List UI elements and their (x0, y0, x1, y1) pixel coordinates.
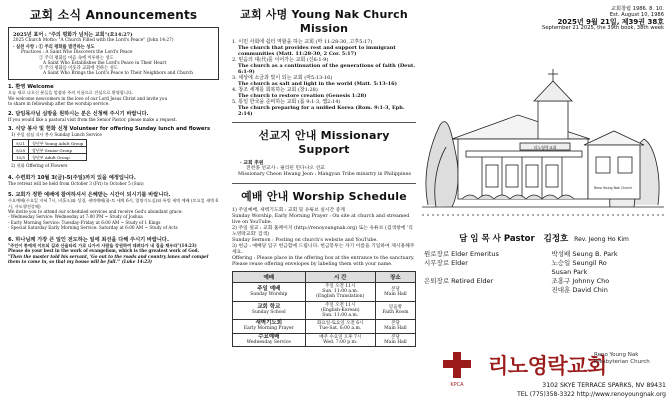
lunch-group: 청년부 Adult Group (28, 154, 86, 161)
item3-heading: 3. 식당 봉사 및 헌화 신청 Volunteer for offering Sunday lunch and flowers (8, 126, 211, 133)
church-name-en (594, 352, 650, 365)
church-logo-block (426, 348, 666, 404)
lunch-table (12, 139, 87, 161)
item1-heading: 1. 환영 Welcome (8, 84, 54, 91)
item4-heading: 4. 수련회가 10월 3(금)-5(주일)까지 있을 예정입니다. (8, 174, 136, 181)
cover-column (422, 0, 670, 407)
practices-kr2: ② 주의 평화를 마음 속에 이루하는 성도 (39, 55, 114, 61)
worship-note2-en: Sunday Sermon : Posting on church's website and YouTube. (232, 238, 378, 243)
pastor-name: 김정호 (543, 234, 569, 244)
mission-item-kr: 4. 창조 세계를 회복하는 교회 (창1:28) (232, 87, 318, 93)
church-name-kr: 리노영락교회 (488, 354, 607, 378)
service-place: 본당 (391, 334, 400, 340)
elder-role: 시무장로 Elder (424, 259, 468, 267)
service-time: (English Translation) (316, 294, 365, 300)
elder-role (424, 286, 552, 295)
table-row (13, 154, 87, 161)
service-en: Sunday Worship (250, 291, 288, 297)
item5-en3: - Early Morning Service: Tuesday-Friday at 6:00 AM ~ Study of 1 Kings (8, 219, 161, 225)
founded-date: 교회창립 1986. 8. 10. (610, 6, 664, 12)
church-building-illustration (422, 65, 664, 223)
lunch-date: 9/21 (13, 140, 29, 147)
item1-en2: to share in fellowship after the worship service. (8, 101, 110, 107)
table-row (424, 250, 664, 259)
elders-table (424, 250, 664, 295)
mission-item-en: The church as a continuation of the generations of faith (Deut. 6:1-9) (238, 63, 416, 75)
service-time: Sun. 11:00 a.m. (322, 289, 359, 295)
service-time: 화요일-토요일 오전 6시 (317, 321, 364, 327)
est-date: Est. August 10, 1986 (609, 12, 664, 19)
service-time: Wed. 7:00 p.m. (323, 339, 358, 345)
item6-kr: "주인이 종에게 이르되 길과 산울타리 가로 나가서 사람을 강권하여 데려다가 내 집을 채우라"(14:23) (8, 242, 197, 248)
service-en: Sunday School (251, 310, 286, 316)
worship-note1-en: Sunday Worship, Early Morning Prayer : On site at church and streamed live on YouTube. (232, 214, 410, 225)
mission-item-en: The church as salt and light in the world (Matt. 5:13-16) (238, 81, 398, 87)
service-place-en: Main Hall (384, 326, 407, 332)
service-en: Early Morning Prayer (243, 326, 294, 332)
elder-name: 노승일 Seungil Ro (551, 259, 607, 267)
item2-heading: 2. 담임목사님 심방을 원하시는 분은 신청해 주시기 바랍니다. (8, 110, 149, 117)
mission-item-kr: 2. 믿음의 대(代)를 이어가는 교회 (신6:1-9) (232, 57, 329, 63)
table-row (13, 140, 87, 147)
elder-name: 박성배 Seung B. Park (551, 250, 618, 258)
mission-title: 교회 사명 Young Nak Church Mission (240, 8, 408, 35)
motto-heading: 2025년 표어 : "주의 평화가 넘치는 교회"(요14:27) (13, 32, 133, 38)
col-header: 예배 (233, 272, 306, 283)
mission-item-kr: 1. 이민 사회에 쉼터 역할을 하는 교회 (마 11:28-30, 고후5:17) (232, 39, 373, 45)
service-time: 매주 수요일 오후 7시 (319, 334, 362, 340)
item4-en: The retreat will be held from October 3 (Fri) to October 5 (Sun) (8, 180, 144, 186)
service-kr: 주일 예배 (257, 285, 281, 292)
service-place: 믿음방 (388, 305, 402, 311)
item1-kr: 오늘 새로 나오신 분들을 말씀과 주의 이름으로 진심으로 환영합니다. (8, 90, 134, 96)
elder-name: 진대훈 David Chin (551, 286, 608, 294)
service-place-en: Faith Room (382, 310, 409, 316)
item5-en4: - Special Saturday Early Morning Service: Saturday at 6:00 AM ~ Study of Acts (8, 225, 178, 231)
practices-en1: Practices : A Saint Who Discovers the Lord's Peace (21, 50, 133, 56)
mission-item-en: The church preparing for a unified Korea (Rom. 9:1-3, Eph. 2:14) (238, 105, 405, 117)
service-place-en: Main Hall (384, 339, 407, 345)
item2-en: If you would like a pastoral visit from the Senior Pastor, please make a request. (8, 116, 177, 122)
service-place-en: Main Hall (384, 291, 407, 297)
item5-heading: 5. 교회가 정한 예배에 참여하셔서 은혜받는 시간이 되시기를 바랍니다. (8, 192, 171, 199)
table-row (233, 333, 416, 346)
service-time: 주일 오전 11시 (325, 302, 356, 308)
lunch-group: 청년부 Young Adult Group (28, 140, 86, 147)
service-time: Tue-Sat. 6:00 a.m. (319, 326, 362, 332)
mission-list (232, 39, 416, 117)
item6-en1: Please do your best in the work of evangelism, which is the greatest work of God. (8, 248, 200, 254)
table-row (233, 283, 416, 302)
table-row (424, 268, 664, 277)
church-sign-en: Reno Young Nak Church (594, 186, 633, 190)
item6-heading: 6. 하나님께 가장 큰 일인 전도하는 일에 최선을 다해 주시기 바랍니다. (8, 236, 169, 243)
elder-name: 조홍구 Johnny Cho (551, 277, 610, 285)
worship-note3-en: Offering : Please place in the offering box at the entrance to the sanctuary. Please reuse offering envelopes by labeling them with your name. (232, 256, 415, 267)
lunch-date: 9/28 (13, 147, 29, 154)
pastor-line (424, 232, 664, 244)
missionary-line2: 전천종 선교사 : 필리핀 민다나오 선교 (246, 166, 325, 171)
worship-note1: 1) 주일예배, 새벽기도회 : 교회 및 유튜브 실시간 중계 (232, 208, 345, 213)
table-row (424, 259, 664, 268)
service-time: Sun. 11:00 a.m. (322, 313, 359, 319)
staff-section (424, 232, 664, 295)
table-row (13, 147, 87, 154)
mission-column (229, 0, 419, 407)
service-en: Wednesday Service (246, 339, 291, 345)
worship-title: 예배 안내 Worship Schedule (241, 190, 407, 203)
church-address: 3102 SKYE TERRACE SPARKS, NV 89431 (542, 382, 666, 389)
elder-role (424, 268, 552, 277)
announcements-column (0, 0, 225, 407)
table-header-row (233, 272, 416, 283)
worship-note2: 2) 주일 설교 : 교회 홈페이지 (http://renoyoungnak.org) 또는 유튜브 (검색창에 '리노영락교회' 검색) (232, 226, 413, 237)
mission-item-kr: 3. 세상에 소금과 빛이 되는 교회 (마5:13-16) (232, 75, 333, 81)
item5-kr: 수요예배(수요일 저녁 7시, 비홀소)와 성경, 새벽예배(화-토 새벽 6시, 열방기도실)와 특별 새벽 예배 (토요일 새벽 6시, 사도행전강해) (8, 198, 219, 209)
kpca-label: KPCA (450, 382, 464, 388)
church-sign-text: 리노영락교회 (533, 145, 557, 150)
church-name-en2: Presbyterian Church (594, 358, 650, 365)
practices-en2: A Saint Who Establishes the Lord's Peace in Their Heart (43, 60, 167, 66)
worship-table (232, 271, 416, 347)
missionary-line1: · 교회 후원 (240, 160, 264, 166)
practices-en3: A Saint Who Brings the Lord's Peace to Their Neighbors and Church (43, 71, 193, 77)
motto-box (8, 27, 219, 80)
table-row (233, 320, 416, 333)
motto-sub: 2025 Church Motto: "A Church Filled with the Lord's Peace" (John 14:27) (13, 38, 174, 43)
mission-item-en: The church that provides rest and support to immigrant communities (Matt. 11:28-30, 2 Cor. 5:17) (238, 45, 396, 57)
col-header: 시 간 (305, 272, 375, 283)
elder-name: Susan Park (551, 268, 588, 276)
missionary-line3: Missionary Cheon Hwang Jeon : Mangyan Tribe ministry in Philippines (238, 172, 411, 177)
practices-kr3: ③ 주의 평화를 이웃과 교회에 전하는 성도 (39, 66, 118, 72)
pastor-name-en: Rev. Jeong Ho Kim (574, 236, 629, 243)
bulletin-header (426, 6, 664, 32)
issue-en: September 21 2025, the 39th book, 38th week (542, 25, 664, 32)
worship-note3: 3) 헌금 : 예배당 입구 헌금함에 드립니다. 헌금봉투는 자기 이름을 기입하여 제시용해주세요. (232, 244, 415, 255)
elder-role: 은퇴장로 Retired Elder (424, 277, 494, 285)
col-header: 장소 (375, 272, 415, 283)
item5-en1: We invite you to attend our scheduled services and receive God's abundant grace: (8, 209, 183, 215)
item3-sub: 1) 주일 점심 식사 봉사 Sunday Lunch Service (11, 132, 102, 138)
service-time: (English-Korean) (320, 307, 360, 313)
lunch-date: 10/5 (13, 154, 29, 161)
mission-item-en: The church to restore creation (Genesis 1:28) (238, 93, 367, 99)
church-name-en1: Reno Young Nak (594, 352, 639, 358)
service-kr: 교회 학교 (257, 304, 281, 311)
church-contact: TEL (775)358-3322 http://www.renoyoungnak.org (517, 391, 666, 398)
service-kr: 새벽기도회 (255, 320, 283, 327)
table-row (424, 286, 664, 295)
item1-en1: We welcome newcomers in the love of our Lord Jesus Christ and invite you (8, 95, 168, 101)
missionary-title: 선교지 안내 Missionary Support (258, 129, 390, 156)
table-row (233, 301, 416, 320)
service-kr: 수요예배 (258, 333, 280, 340)
service-time: 주일 오전 11시 (325, 284, 356, 289)
table-row (424, 277, 664, 286)
service-place: 본당 (391, 321, 400, 327)
item6-en2: "Then the master told his servant, 'Go out to the roads and country lanes and compel them to come in, so that my house will be full.'" (Luke 14:23) (8, 253, 209, 264)
item5-en2: - Wednesday Service: Wednesday at 7:00 PM ~ Study of Joshua (8, 214, 143, 220)
item3-sub2: 2) 헌화 Offering of Flowers (11, 163, 68, 169)
divider (232, 122, 416, 123)
lunch-group: 장년부 Senior Group (28, 147, 86, 154)
practices-label: · 실천 사항 : ① 주의 평화를 발견하는 성도 (13, 45, 95, 51)
pastor-label: 담 임 목 사 Pastor (459, 234, 535, 244)
mission-item-kr: 5. 통일 한국을 준비하는 교회 (롬 9:1-3, 엡2:14) (232, 99, 341, 105)
issue-number: 2025년 9월 21일, 제39권 38호 (557, 17, 664, 26)
divider (232, 183, 416, 184)
announcements-title: 교회 소식 Announcements (29, 8, 198, 22)
elder-role: 원로장로 Elder Emeritus (424, 250, 499, 258)
service-place: 본당 (391, 286, 400, 292)
